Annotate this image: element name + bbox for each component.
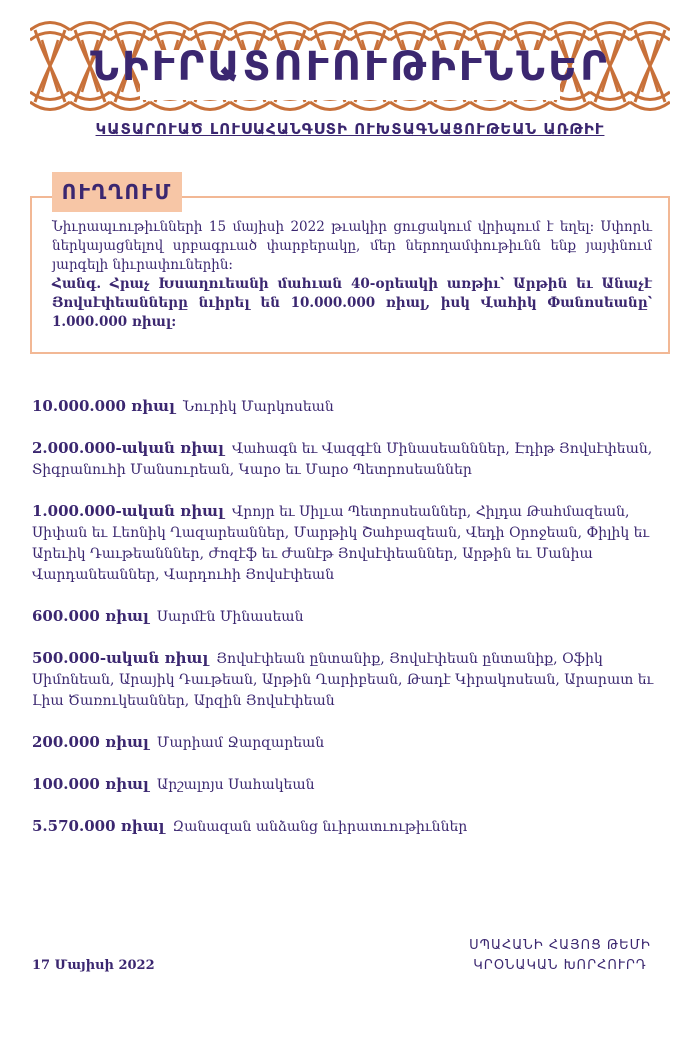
donation-names: Վահագն եւ Վազգէն Մինասեանններ, Էդիթ Յովսէփեան, Տիգրանուհի Մանսուրեան, Կարօ եւ Մարօ Պետրոսեաններ bbox=[32, 441, 653, 478]
donation-names: Վրոյր եւ Սիլւա Պետրոսեաններ, Հիլդա Թահմազեան, Սիփան եւ Լեոնիկ Ղազարեաններ, Մարթիկ Շահբազեան, Վեդի Օրոջեան, Փիլիկ եւ Արեւիկ Դաւթեանններ, Ժոզէֆ եւ Ժանէթ Յովսէփեաններ, Արթին եւ Մանիա Վարդանեաններ, Վարդուհի Յովսէփեան bbox=[32, 504, 650, 583]
donation-names: Զանազան անձանց նւիրատւութիւններ bbox=[172, 819, 468, 835]
correction-tag: ՈՒՂՂՈՒՄ bbox=[52, 172, 182, 212]
donation-amount: 1.000.000-ական ռիալ bbox=[32, 502, 224, 520]
donation-names: Արշալոյս Սահակեան bbox=[156, 777, 315, 793]
correction-line-2: Հանգ. Հրաչ Խսաղուեանի մահւան 40-օրեակի առթիւ՝ Արթին եւ Անաչէ Յովսէփեանները նւիրել են 10.000.000 ռիալ, իսկ Վահիկ Փանոսեանը՝ 1.000.000 ռիալ: bbox=[52, 276, 652, 330]
donation-names: Նուրիկ Մարկոսեան bbox=[182, 399, 334, 415]
donation-list bbox=[32, 396, 672, 858]
donation-amount: 2.000.000-ական ռիալ bbox=[32, 439, 224, 457]
donation-item bbox=[32, 438, 672, 481]
donation-item bbox=[32, 774, 672, 796]
donation-item bbox=[32, 606, 672, 628]
donation-amount: 10.000.000 ռիալ bbox=[32, 397, 175, 415]
page-title: ՆԻՒՐԱՏՈՒՈՒԹԻՒՆՆԵՐ bbox=[90, 44, 610, 90]
donation-names: Մարիամ Ջարզարեան bbox=[156, 735, 325, 751]
donation-names: Սարմէն Մինասեան bbox=[156, 609, 304, 625]
donation-item bbox=[32, 501, 672, 586]
donation-item bbox=[32, 648, 672, 712]
donation-amount: 500.000-ական ռիալ bbox=[32, 649, 209, 667]
donation-amount: 600.000 ռիալ bbox=[32, 607, 149, 625]
donation-names: Յովսէփեան ընտանիք, Յովսէփեան ընտանիք, Օֆիկ Սիմոնեան, Արայիկ Դաւթեան, Արթին Ղարիբեան, Թադէ Կիրակոսեան, Արարատ եւ Լիա Ծառուկեաններ, Արզին Յովսէփեան bbox=[32, 651, 654, 709]
signature-line-1: ՍՊԱՀԱՆԻ ՀԱՅՈՑ ԹԵՄԻ bbox=[469, 938, 651, 953]
signature-line-2: ԿՐՕՆԱԿԱՆ ԽՈՐՀՈՒՐԴ bbox=[473, 958, 647, 973]
correction-text bbox=[52, 218, 652, 332]
correction-line-1: Նիւրապւութիւնների 15 մայիսի 2022 թւակիր ցուցակում վրիպում է եղել: Սփորև ներկայացնելով սրբագրւած փարբերակը, մեր ներողամփութիւնն ենք յայփնում յարգելի նիւրափուներին: bbox=[52, 219, 652, 273]
signature-block bbox=[450, 936, 670, 976]
page-subtitle: ԿԱՏԱՐՈՒԱԾ ԼՈՒՍԱՀԱՆԳՍՏԻ ՈՒԽՏԱԳՆԱՑՈՒԹԵԱՆ ԱՌԹԻՒ bbox=[95, 120, 605, 138]
donation-item bbox=[32, 732, 672, 754]
donation-item bbox=[32, 816, 672, 838]
donation-amount: 200.000 ռիալ bbox=[32, 733, 149, 751]
donation-item bbox=[32, 396, 672, 418]
publication-date: 17 Մայիսի 2022 bbox=[32, 958, 155, 973]
donation-amount: 5.570.000 ռիալ bbox=[32, 817, 165, 835]
donation-amount: 100.000 ռիալ bbox=[32, 775, 149, 793]
